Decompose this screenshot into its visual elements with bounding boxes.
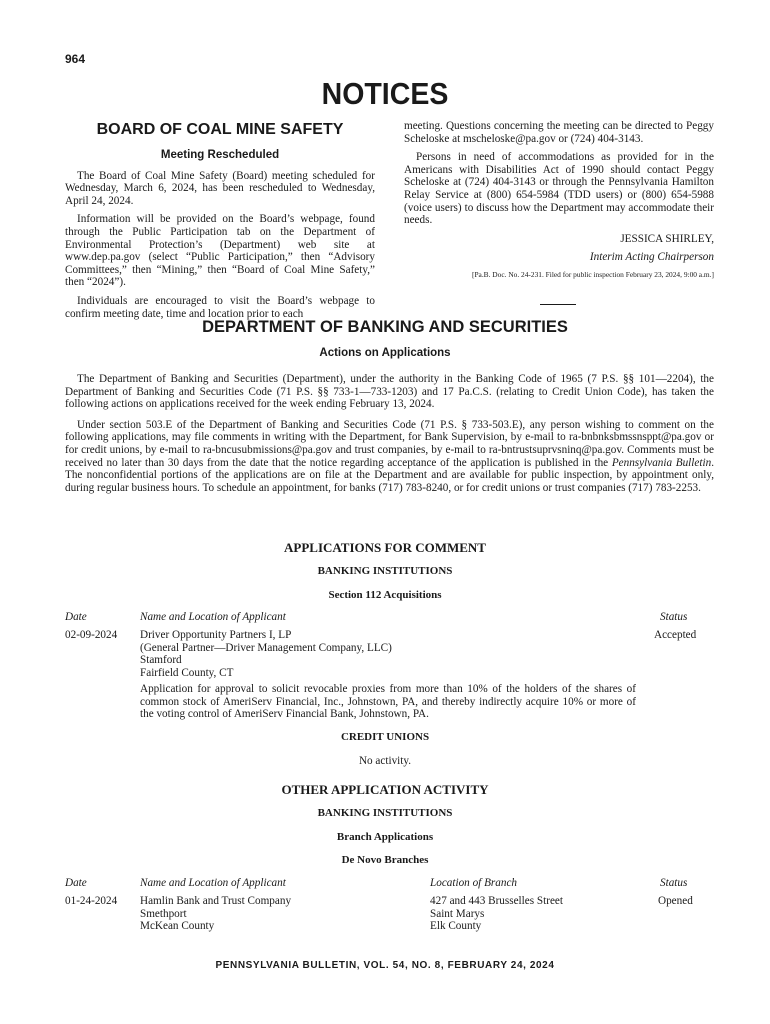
branch-row-applicant [140,895,410,933]
branch-location-line-3: Elk County [430,920,482,933]
branch-header-date: Date [65,877,87,889]
branch-header-location: Location of Branch [430,877,518,889]
signer-title: Interim Acting Chairperson [589,251,714,264]
board-paragraph-4: meeting. Questions concerning the meeting can be directed to Peggy Scheloske at mscheloske@pa.gov or (724) 404-3143. [404,120,714,145]
credit-unions-heading: CREDIT UNIONS [340,731,430,743]
board-left-column [65,120,375,326]
acq-row-status: Accepted [654,629,697,641]
branch-location-line-1: 427 and 443 Brusselles Street [430,895,563,907]
board-right-column [404,120,714,286]
branch-applicant-line-1: Hamlin Bank and Trust Company [140,895,292,907]
page-number: 964 [65,52,86,66]
section-title: NOTICES [321,76,449,111]
board-paragraph-3: Individuals are encouraged to visit the Board’s webpage to confirm meeting date, time and location prior to each [65,294,375,320]
branch-row-status: Opened [658,895,693,907]
acq-header-date: Date [65,611,87,623]
signer-name: JESSICA SHIRLEY, [620,232,714,245]
acq-applicant-line-4: Fairfield County, CT [140,666,234,679]
banking-institutions-heading: BANKING INSTITUTIONS [317,565,453,577]
section-112-heading: Section 112 Acquisitions [328,589,442,601]
board-paragraph-1: The Board of Coal Mine Safety (Board) meeting scheduled for Wednesday, March 6, 2024, has been rescheduled to Wednesday, April 24, 2024. [65,169,375,207]
no-activity-text: No activity. [358,755,412,767]
branch-location-line-2: Saint Marys [430,907,485,920]
banking-paragraph-2: Under section 503.E of the Department of Banking and Securities Code (71 P.S. § 733-503.E), any person wishing to comment on the following applications, may file comments in writing with the Department, for Bank Supervision, by e-mail to ra-bnbnksbmssnsppt@pa.gov or for credit unions, by e-mail to ra-bncusubmissions@pa.gov and trust companies, by e-mail to ra-bntrustsuprvsninq@pa.gov. Comments must be received no later than 30 days from the date that the notice regarding acceptance of the application is published in the Pennsylvania Bulletin. The nonconfidential portions of the applications are on file at the Department and are available for public inspection, by appointment only, during regular business hours. To schedule an appointment, for banks (717) 783-8240, or for credit unions or trust companies (717) 783-2253. [65,418,714,494]
branch-header-status: Status [660,877,688,889]
acq-applicant-line-1: Driver Opportunity Partners I, LP [140,629,292,641]
acq-applicant-line-3: Stamford [140,654,182,667]
branch-applicant-line-2: Smethport [140,907,187,920]
branch-applications-heading: Branch Applications [336,831,434,843]
banking-paragraph-1: The Department of Banking and Securities (Department), under the authority in the Banking Code of 1965 (7 P.S. §§ 101—2204), the Department of Banking and Securities Code (71 P.S. §§ 733-1—733-1203) and 17 Pa.C.S. (relating to Credit Union Code), has taken the following actions on applications received for the week ending February 13, 2024. [65,373,714,411]
page-footer: PENNSYLVANIA BULLETIN, VOL. 54, NO. 8, FEBRUARY 24, 2024 [215,960,555,971]
acq-row-applicant [140,629,640,679]
branch-header-name: Name and Location of Applicant [140,877,286,889]
acq-header-name: Name and Location of Applicant [140,611,286,623]
other-activity-heading: OTHER APPLICATION ACTIVITY [281,782,489,797]
acq-applicant-line-2: (General Partner—Driver Management Company, LLC) [140,641,392,654]
board-subtitle: Meeting Rescheduled [160,149,280,161]
acq-row-description: Application for approval to solicit revocable proxies from more than 10% of the holders of the shares of common stock of AmeriServ Financial, Inc., Johnstown, PA, and thereby indirectly acquire 10% or more of the voting control of AmeriServ Financial Bank, Johnstown, PA. [140,683,636,721]
doc-filing-note: [Pa.B. Doc. No. 24-231. Filed for public inspection February 23, 2024, 9:00 a.m.] [471,269,714,279]
banking-intro [65,373,714,502]
applications-for-comment-heading: APPLICATIONS FOR COMMENT [284,540,486,555]
acq-header-status: Status [660,611,688,623]
banking-subtitle: Actions on Applications [319,347,451,359]
branch-row-date: 01-24-2024 [65,895,118,907]
board-paragraph-2: Information will be provided on the Board’s webpage, found through the Public Participation tab on the Department of Environmental Protection’s (Department) web site at www.dep.pa.gov (select “Public Participation,” then “Advisory Committees,” then “Mining,” then “Board of Coal Mine Safety,” then “2024”). [65,213,375,289]
de-novo-branches-heading: De Novo Branches [341,854,429,866]
branch-row-location [430,895,630,933]
section-divider [540,304,576,305]
branch-applicant-line-3: McKean County [140,920,215,933]
banking-institutions-heading-2: BANKING INSTITUTIONS [317,807,453,819]
banking-title: DEPARTMENT OF BANKING AND SECURITIES [202,318,568,336]
board-paragraph-5: Persons in need of accommodations as provided for in the Americans with Disabilities Act of 1990 should contact Peggy Scheloske at (724) 404-3143 or through the Pennsylvania Hamilton Relay Service at (800) 654-5984 (TDD users) or (800) 654-5988 (voice users) to discuss how the Department may accommodate their needs. [404,151,714,227]
board-title: BOARD OF COAL MINE SAFETY [96,121,344,138]
acq-row-date: 02-09-2024 [65,629,118,641]
